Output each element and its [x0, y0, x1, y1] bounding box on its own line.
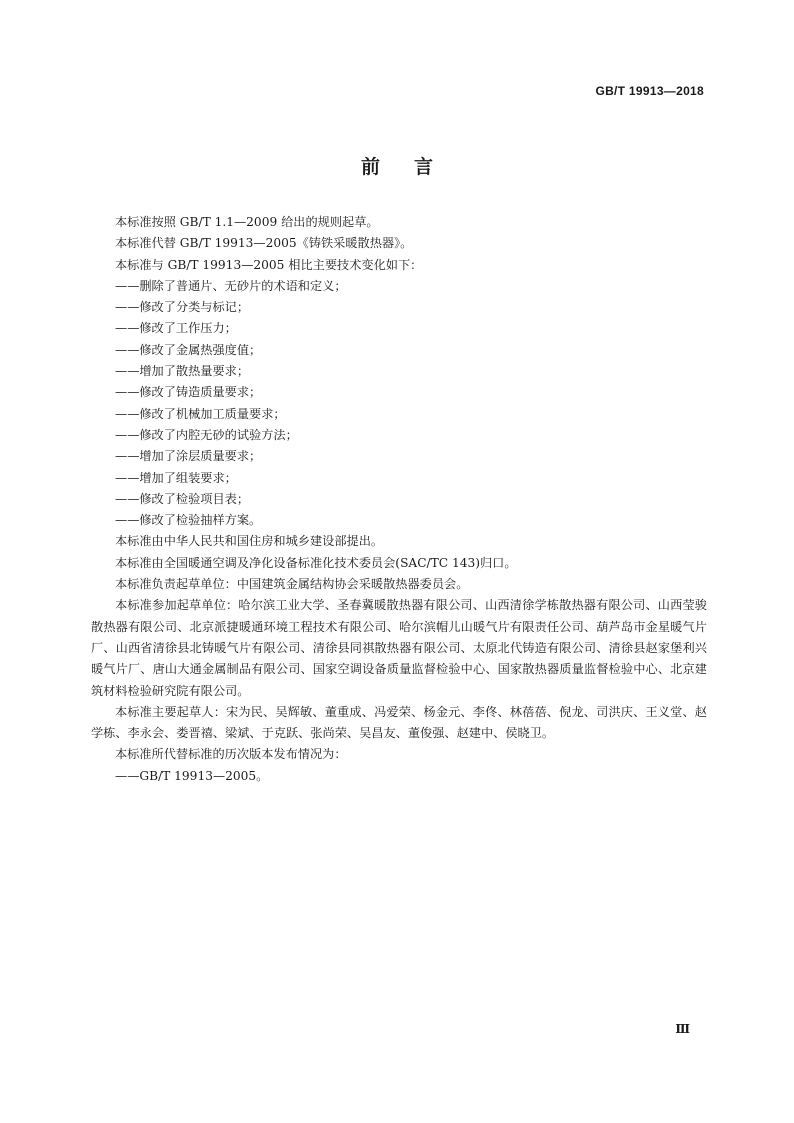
paragraph-drafters: 本标准主要起草人：宋为民、吴辉敏、董重成、冯爱荣、杨金元、李佟、林蓓蓓、倪龙、司洪庆、王义堂、赵学栋、李永会、娄晋禧、梁斌、于克跃、张尚荣、吴昌友、董俊强、赵建中、侯晓卫。 — [91, 704, 707, 741]
list-item: ——修改了铸造质量要求； — [115, 385, 262, 400]
page-title: 前言 — [360, 156, 467, 178]
list-item: ——修改了内腔无砂的试验方法； — [115, 427, 298, 442]
page-number: Ⅲ — [675, 1022, 690, 1036]
paragraph-committee: 本标准由全国暖通空调及净化设备标准化技术委员会(SAC/TC 143)归口。 — [115, 555, 517, 570]
paragraph-replaces: 本标准代替 GB/T 19913—2005《铸铁采暖散热器》。 — [115, 236, 413, 251]
standard-code: GB/T 19913—2018 — [595, 84, 704, 98]
list-item: ——增加了组装要求； — [115, 470, 237, 485]
paragraph-proposer: 本标准由中华人民共和国住房和城乡建设部提出。 — [115, 534, 384, 549]
list-item: ——修改了机械加工质量要求； — [115, 406, 286, 421]
list-item: ——修改了检验项目表； — [115, 491, 250, 506]
list-item: ——增加了散热量要求； — [115, 364, 250, 379]
foreword-body — [91, 212, 707, 787]
list-item: ——增加了涂层质量要求； — [115, 449, 262, 464]
paragraph-history-intro: 本标准所代替标准的历次版本发布情况为： — [115, 747, 347, 762]
list-item: ——删除了普通片、无砂片的术语和定义； — [115, 278, 347, 293]
list-item: ——修改了工作压力； — [115, 321, 237, 336]
list-item: ——修改了检验抽样方案。 — [115, 513, 262, 528]
paragraph-participating-units: 本标准参加起草单位：哈尔滨工业大学、圣春冀暖散热器有限公司、山西清徐学栋散热器有限公司、山西莹骏散热器有限公司、北京派捷暖通环境工程技术有限公司、哈尔滨帽儿山暖气片有限责任公司、葫芦岛市金星暖气片厂、山西省清徐县北铸暖气片有限公司、清徐县同祺散热器有限公司、太原北代铸造有限公司、清徐县赵家堡利兴暖气片厂、唐山大通金属制品有限公司、国家空调设备质量监督检验中心、国家散热器质量监督检验中心、北京建筑材料检验研究院有限公司。 — [91, 598, 707, 698]
paragraph-drafting-rules: 本标准按照 GB/T 1.1—2009 给出的规则起草。 — [115, 215, 379, 229]
paragraph-changes-intro: 本标准与 GB/T 19913—2005 相比主要技术变化如下： — [115, 257, 423, 272]
paragraph-responsible-unit: 本标准负责起草单位：中国建筑金属结构协会采暖散热器委员会。 — [115, 577, 469, 592]
list-item: ——修改了金属热强度值； — [115, 342, 262, 357]
list-item: ——GB/T 19913—2005。 — [115, 768, 269, 783]
list-item: ——修改了分类与标记； — [115, 300, 250, 315]
